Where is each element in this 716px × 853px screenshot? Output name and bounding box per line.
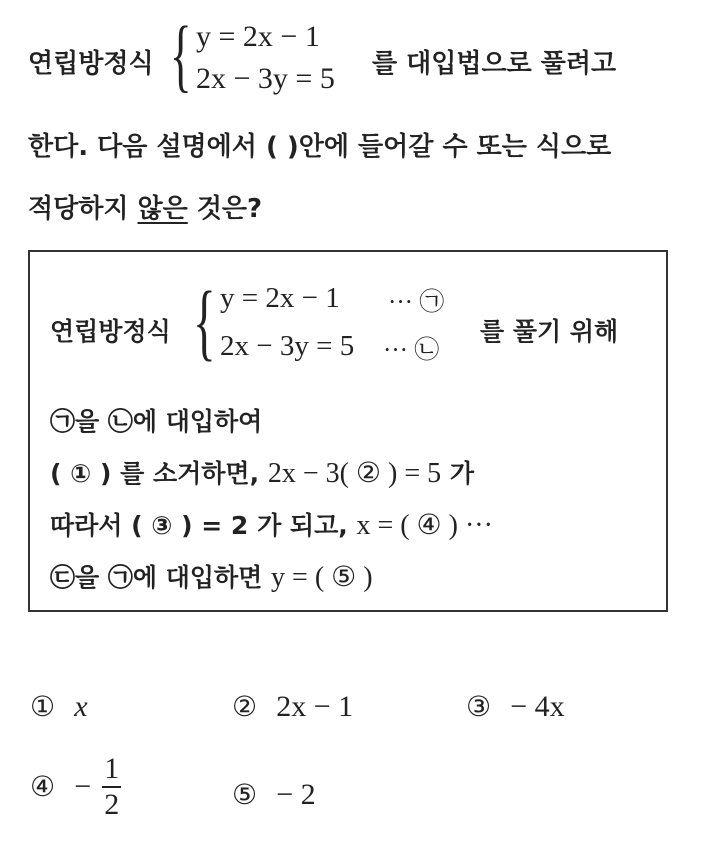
box-step2-c: 가 xyxy=(449,459,475,488)
choice-4-fraction xyxy=(102,752,121,822)
box-step3 xyxy=(50,506,493,542)
box-eq1-tag: ··· ㉠ xyxy=(388,289,445,316)
question-line3-b: 것은? xyxy=(187,194,263,224)
choice-3-value: − 4x xyxy=(510,690,565,723)
box-step2-eq: 2x − 3( ② ) = 5 xyxy=(267,458,442,489)
choice-5[interactable] xyxy=(232,778,316,812)
system-brace: { xyxy=(170,9,192,100)
box-step3-b: 가 되고, xyxy=(257,511,348,540)
box-step2-a: ( ① ) 를 소거하면, xyxy=(50,459,260,488)
box-eq1: y = 2x − 1 xyxy=(220,282,340,314)
choice-4-sign: − xyxy=(74,770,92,803)
box-step4-eq: y = ( ⑤ ) xyxy=(271,562,373,593)
box-step4-a: ㉢을 ㉠에 대입하면 xyxy=(50,563,263,592)
choice-1[interactable] xyxy=(30,690,88,724)
question-lead: 연립방정식 xyxy=(28,49,154,79)
box-eq2: 2x − 3y = 5 xyxy=(220,330,355,362)
question-line2: 한다. 다음 설명에서 ( )안에 들어갈 수 또는 식으로 xyxy=(28,132,612,162)
question-eq2: 2x − 3y = 5 xyxy=(196,62,335,95)
choice-5-value: − 2 xyxy=(276,778,316,811)
choice-3[interactable] xyxy=(466,690,565,724)
box-step3-eq: x = ( ④ ) ··· xyxy=(356,510,493,541)
question-tail: 를 대입법으로 풀려고 xyxy=(372,49,617,79)
choice-4[interactable] xyxy=(30,752,121,822)
question-line3 xyxy=(28,188,262,225)
choice-2[interactable] xyxy=(232,690,353,724)
box-step2 xyxy=(50,454,474,490)
box-eq2-tag: ··· ㉡ xyxy=(383,337,440,364)
choice-2-number: ② xyxy=(232,692,258,723)
choice-3-number: ③ xyxy=(466,692,492,723)
box-step4 xyxy=(50,558,373,594)
choice-4-numerator: 1 xyxy=(102,752,121,788)
choice-2-value: 2x − 1 xyxy=(276,690,354,723)
choice-1-number: ① xyxy=(30,692,56,723)
choice-4-number: ④ xyxy=(30,772,56,803)
box-tail: 를 풀기 위해 xyxy=(480,317,619,346)
box-step3-a: 따라서 ( ③ ) = 2 xyxy=(50,511,249,540)
choice-5-number: ⑤ xyxy=(232,780,258,811)
box-system-brace: { xyxy=(193,273,216,369)
question-eq1: y = 2x − 1 xyxy=(196,20,320,53)
choice-1-value: x xyxy=(74,690,88,723)
question-line3-a: 적당하지 xyxy=(28,194,138,224)
choice-4-denominator: 2 xyxy=(104,788,120,821)
box-step1: ㉠을 ㉡에 대입하여 xyxy=(50,407,263,436)
box-lead: 연립방정식 xyxy=(50,317,171,346)
question-not-emphasis: 않은 xyxy=(137,194,188,224)
